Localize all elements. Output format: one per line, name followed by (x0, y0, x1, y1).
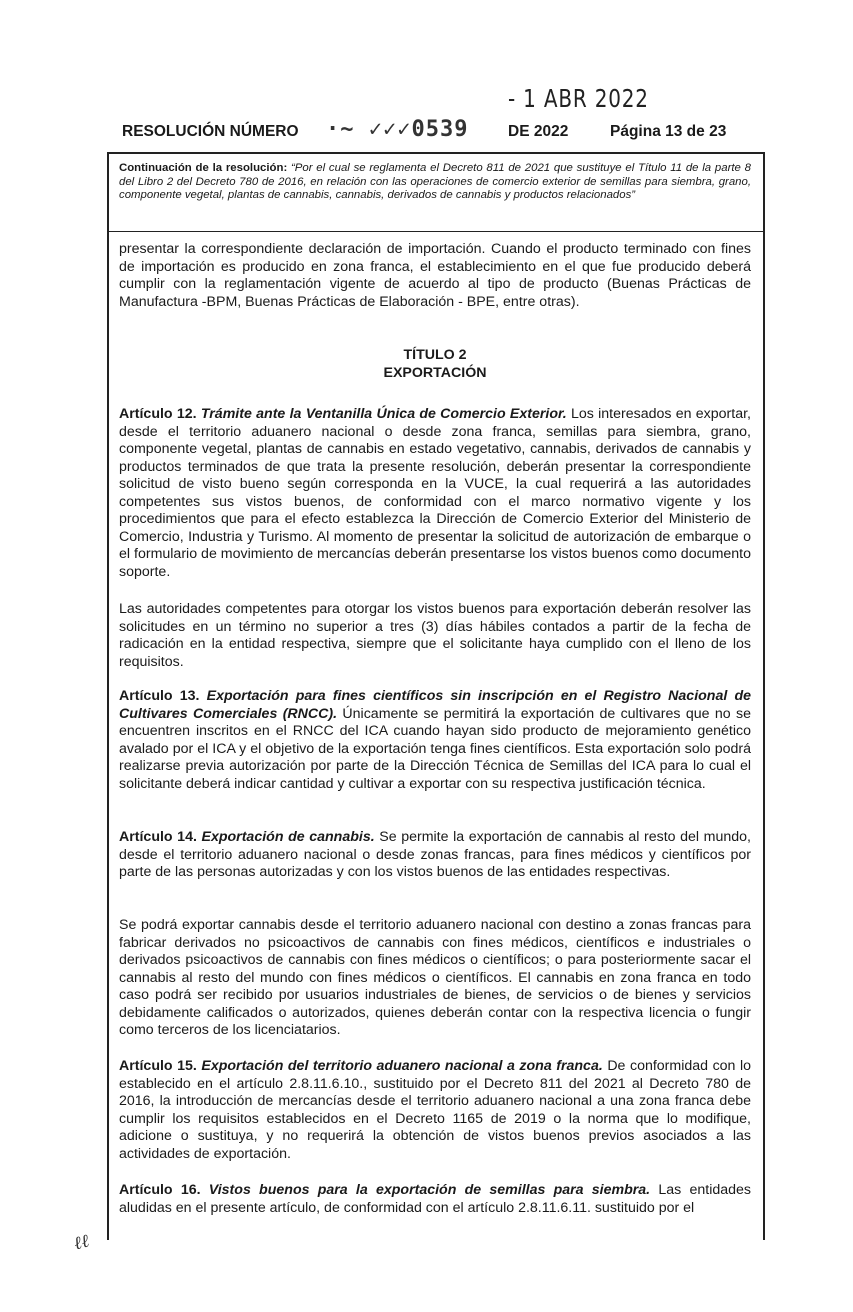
continuation-note (119, 162, 751, 203)
resolution-header (118, 117, 758, 145)
article-text: Únicamente se permitirá la exportación de cultivares que no se encuentren inscritos en el RNCC del ICA cuando hayan sido producto de mejoramiento genético avalado por el ICA y el objetivo de la exportación tenga fines científicos. Esta exportación solo podrá realizarse previa autorización por parte de la Dirección Técnica de Semillas del ICA para lo cual el solicitante deberá indicar cantidad y cultivar a exportar con su respectiva justificación técnica. (119, 705, 751, 792)
article-heading: Exportación para fines científicos sin inscripción en el Registro Nacional de Cultivares Comerciales (RNCC). (119, 688, 751, 722)
article-label: Artículo 14. (119, 829, 197, 845)
page-indicator: Página 13 de 23 (610, 123, 727, 140)
title-number: TÍTULO 2 (403, 347, 467, 363)
article-15 (119, 1058, 751, 1163)
article-16 (119, 1182, 751, 1217)
continuation-text: “Por el cual se reglamenta el Decreto 811 de 2021 que sustituye el Título 11 de la parte 8 del Libro 2 del Decreto 780 de 2016, en relación con las operaciones de comercio exterior de semillas para siembra, grano, componente vegetal, plantas de cannabis, cannabis, derivados de cannabis y productos relacionados” (119, 162, 751, 201)
resolution-number: ·~ ✓✓✓0539 (326, 117, 469, 142)
article-label: Artículo 15. (119, 1058, 197, 1074)
handwritten-initials: ℓℓ (71, 1230, 92, 1255)
article-label: Artículo 12. (119, 406, 197, 422)
header-separator (109, 231, 763, 232)
continuation-lead: Continuación de la resolución: (119, 162, 288, 174)
article-text: De conformidad con lo establecido en el artículo 2.8.11.6.10., sustituido por el Decreto 811 del 2021 al Decreto 780 de 2016, la introducción de mercancías desde el territorio aduanero nacional a una zona franca debe cumplir los requisitos establecidos en el Decreto 1165 de 2019 o la norma que lo modifique, adicione o sustituya, y no requerirá la obtención de vistos buenos previos asociados a las actividades de exportación. (119, 1058, 752, 1162)
article-text: Las entidades aludidas en el presente artículo, de conformidad con el artículo 2.8.11.6.11. sustituido por el (119, 1182, 751, 1216)
article-12 (119, 406, 751, 581)
article-heading: Exportación de cannabis. (201, 829, 375, 845)
article-text: Se permite la exportación de cannabis al resto del mundo, desde el territorio aduanero nacional o desde zonas francas, para fines médicos y científicos por parte de las personas autorizadas y con los vistos buenos de las entidades respectivas. (119, 829, 751, 880)
title-name: EXPORTACIÓN (383, 365, 487, 381)
article-heading: Vistos buenos para la exportación de semillas para siembra. (208, 1182, 651, 1198)
article-14-paragraph-2: Se podrá exportar cannabis desde el territorio aduanero nacional con destino a zonas francas para fabricar derivados no psicoactivos de cannabis con fines médicos, científicos e industriales o derivados psicoactivos de cannabis con fines médicos o científicos; o para posteriormente sacar el cannabis al resto del mundo con fines médicos o científicos. El cannabis en zona franca en todo caso podrá ser recibido por usuarios industriales de bienes, de servicios o de bienes y servicios debidamente calificados o autorizados, quienes deberán contar con la respectiva licencia o fungir como terceros de los licenciatarios. (119, 917, 751, 1038)
intro-paragraph: presentar la correspondiente declaración de importación. Cuando el producto terminado con fines de importación es producido en zona franca, el establecimiento en el que fue producido deberá cumplir con la reglamentación vigente de acuerdo al tipo de producto (Buenas Prácticas de Manufactura -BPM, Buenas Prácticas de Elaboración - BPE, entre otras). (119, 241, 751, 310)
article-label: Artículo 16. (119, 1182, 201, 1198)
article-heading: Trámite ante la Ventanilla Única de Comercio Exterior. (200, 406, 567, 422)
resolution-label: RESOLUCIÓN NÚMERO (122, 123, 299, 140)
article-13 (119, 688, 751, 793)
article-heading: Exportación del territorio aduanero nacional a zona franca. (201, 1058, 603, 1074)
article-text: Los interesados en exportar, desde el territorio aduanero nacional o desde zona franca, semillas para siembra, grano, componente vegetal, plantas de cannabis en estado vegetativo, cannabis, derivados de cannabis y productos terminados de que trata la presente resolución, deberán presentar la correspondiente solicitud de visto bueno según corresponda en la VUCE, la cual requerirá a las autoridades competentes sus vistos buenos, de conformidad con el marco normativo vigente y los procedimientos que para el efecto establezca la Dirección de Comercio Exterior del Ministerio de Comercio, Industria y Turismo. Al momento de presentar la solicitud de autorización de embarque o el formulario de movimiento de mercancías deberán presentarse los vistos buenos como documento soporte. (119, 406, 751, 580)
section-title (119, 346, 751, 382)
article-label: Artículo 13. (119, 688, 200, 704)
date-stamp: - 1 ABR 2022 (508, 84, 649, 113)
article-14 (119, 829, 751, 882)
resolution-year: DE 2022 (508, 123, 569, 140)
article-12-paragraph-2: Las autoridades competentes para otorgar los vistos buenos para exportación deberán resolver las solicitudes en un término no superior a tres (3) días hábiles contados a partir de la fecha de radicación en la entidad respectiva, siempre que el solicitante haya cumplido con el lleno de los requisitos. (119, 601, 751, 670)
